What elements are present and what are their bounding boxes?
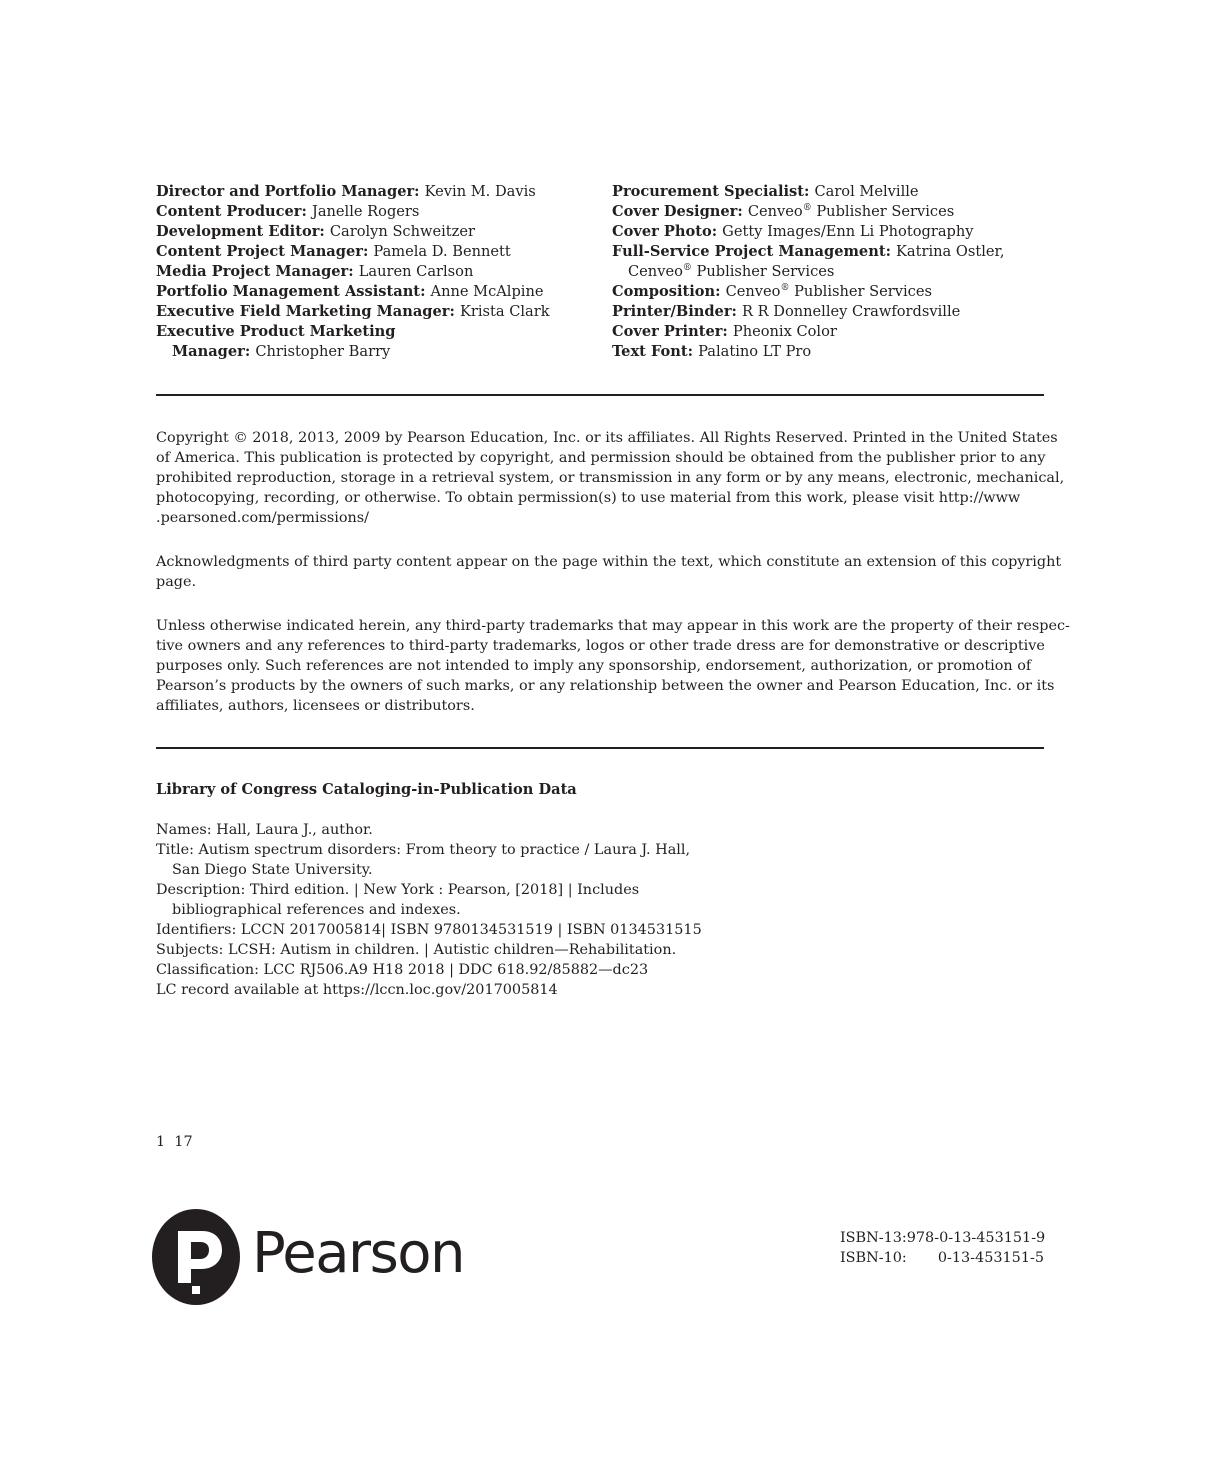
credit-name: Christopher Barry (255, 343, 391, 360)
credit-line (156, 322, 596, 342)
credit-line (156, 302, 596, 322)
cip-line: LC record available at https://lccn.loc.gov/2017005814 (156, 982, 558, 998)
credit-role: Executive Field Marketing Manager : (156, 303, 460, 320)
credit-line (612, 242, 1052, 262)
credit-name: Kevin M. Davis (424, 183, 536, 200)
copyright-line: prohibited reproduction, storage in a retrieval system, or transmission in any form or by any means, electronic, mechanical, (156, 470, 1065, 486)
credit-role: Content Producer : (156, 203, 312, 220)
credit-name: Anne McAlpine (430, 283, 544, 300)
copyright-line: of America. This publication is protected by copyright, and permission should be obtained from the publisher prior to any (156, 450, 1046, 466)
credit-role: Content Project Manager : (156, 243, 373, 260)
section-divider (156, 394, 1044, 396)
cip-line: Classification: LCC RJ506.A9 H18 2018 | DDC 618.92/85882—dc23 (156, 962, 649, 978)
credit-line (612, 262, 1052, 282)
cip-line: Subjects: LCSH: Autism in children. | Autistic children—Rehabilitation. (156, 942, 677, 958)
isbn-value: 978-0-13-453151-9 (906, 1230, 1046, 1246)
credit-name: Publisher Services (691, 263, 835, 280)
copyright-line: Copyright © 2018, 2013, 2009 by Pearson Education, Inc. or its affiliates. All Rights Reserved. Printed in the United States (156, 430, 1058, 446)
credits-right-column (612, 182, 1052, 362)
acknowledgments-line: Acknowledgments of third party content appear on the page within the text, which constitute an extension of this copyright (156, 554, 1062, 570)
credit-line (156, 282, 596, 302)
print-line: 1 17 (156, 1134, 193, 1150)
credit-role: Manager : (172, 343, 255, 360)
credit-line (156, 202, 596, 222)
credit-name: R R Donnelley Crawfordsville (742, 303, 961, 320)
credit-line (612, 302, 1052, 322)
trademark-line: purposes only. Such references are not intended to imply any sponsorship, endorsement, authorization, or promotion of (156, 658, 1032, 674)
credit-role: Cover Designer : (612, 203, 748, 220)
credit-role: Cover Printer : (612, 323, 733, 340)
credit-role: Procurement Specialist : (612, 183, 814, 200)
credit-name: Cenveo (628, 263, 683, 280)
acknowledgments-line: page. (156, 574, 197, 590)
credit-line (612, 182, 1052, 202)
registered-mark: ® (802, 203, 812, 214)
trademark-line: Unless otherwise indicated herein, any third-party trademarks that may appear in this work are the property of their respec- (156, 618, 1070, 634)
credit-role: Composition : (612, 283, 726, 300)
credit-line (612, 322, 1052, 342)
credits-left-column (156, 182, 596, 362)
cip-line: San Diego State University. (172, 862, 373, 878)
isbn-label: ISBN-13: (840, 1230, 907, 1246)
credit-name: Publisher Services (811, 203, 955, 220)
cip-heading: Library of Congress Cataloging-in-Publication Data (156, 781, 577, 798)
cip-line: Identifiers: LCCN 2017005814| ISBN 9780134531519 | ISBN 0134531515 (156, 922, 702, 938)
credit-line (156, 182, 596, 202)
trademark-line: Pearson’s products by the owners of such marks, or any relationship between the owner and Pearson Education, Inc. or its (156, 678, 1055, 694)
credit-line (156, 342, 596, 362)
credit-role: Development Editor : (156, 223, 330, 240)
isbn-row (840, 1248, 1044, 1268)
cip-line: bibliographical references and indexes. (172, 902, 461, 918)
section-divider (156, 747, 1044, 749)
credit-line (612, 202, 1052, 222)
credit-name: Getty Images/Enn Li Photography (722, 223, 974, 240)
pearson-logo (152, 1209, 472, 1307)
cip-line: Description: Third edition. | New York : Pearson, [2018] | Includes (156, 882, 640, 898)
pearson-wordmark: Pearson (252, 1221, 464, 1286)
copyright-line: photocopying, recording, or otherwise. To obtain permission(s) to use material from this work, please visit http://www (156, 490, 1021, 506)
credit-name: Cenveo (725, 283, 781, 300)
credit-name: Carolyn Schweitzer (329, 223, 475, 240)
credit-role: Media Project Manager : (156, 263, 359, 280)
credit-role: Full-Service Project Management : (612, 243, 896, 260)
cip-data (156, 820, 756, 1000)
credit-name: Katrina Ostler, (896, 243, 1005, 260)
credit-name: Carol Melville (814, 183, 919, 200)
credit-line (156, 242, 596, 262)
credit-role: Executive Product Marketing (156, 323, 396, 340)
isbn-row (840, 1228, 1044, 1248)
registered-mark: ® (682, 263, 692, 274)
credit-line (612, 342, 1052, 362)
isbn-label: ISBN-10: (840, 1250, 907, 1266)
credit-line (612, 282, 1052, 302)
credit-role: Printer/Binder : (612, 303, 742, 320)
credit-name: Lauren Carlson (358, 263, 474, 280)
isbn-block (840, 1228, 1044, 1268)
credit-name: Palatino LT Pro (698, 343, 812, 360)
acknowledgments-notice (156, 552, 1062, 592)
pearson-p-logo-icon (152, 1209, 240, 1305)
copyright-notice (156, 428, 1065, 528)
credit-name: Krista Clark (459, 303, 550, 320)
trademark-line: affiliates, authors, licensees or distributors. (156, 698, 475, 714)
copyright-line: .pearsoned.com/permissions/ (156, 510, 369, 526)
cip-line: Title: Autism spectrum disorders: From theory to practice / Laura J. Hall, (156, 842, 691, 858)
credit-name: Pamela D. Bennett (373, 243, 511, 260)
credit-line (156, 222, 596, 242)
cip-line: Names: Hall, Laura J., author. (156, 822, 373, 838)
credit-role: Portfolio Management Assistant : (156, 283, 431, 300)
credit-name: Pheonix Color (732, 323, 837, 340)
credit-name: Janelle Rogers (311, 203, 420, 220)
credit-name: Cenveo (747, 203, 803, 220)
credit-line (612, 222, 1052, 242)
credit-name: Publisher Services (789, 283, 932, 300)
credit-role: Cover Photo : (612, 223, 722, 240)
registered-mark: ® (780, 283, 790, 294)
trademark-line: tive owners and any references to third-party trademarks, logos or other trade dress are for demonstrative or descriptive (156, 638, 1045, 654)
credit-role: Text Font : (612, 343, 698, 360)
trademark-notice (156, 616, 1070, 716)
isbn-value: 0-13-453151-5 (937, 1250, 1044, 1266)
credit-role: Director and Portfolio Manager : (156, 183, 425, 200)
credit-line (156, 262, 596, 282)
